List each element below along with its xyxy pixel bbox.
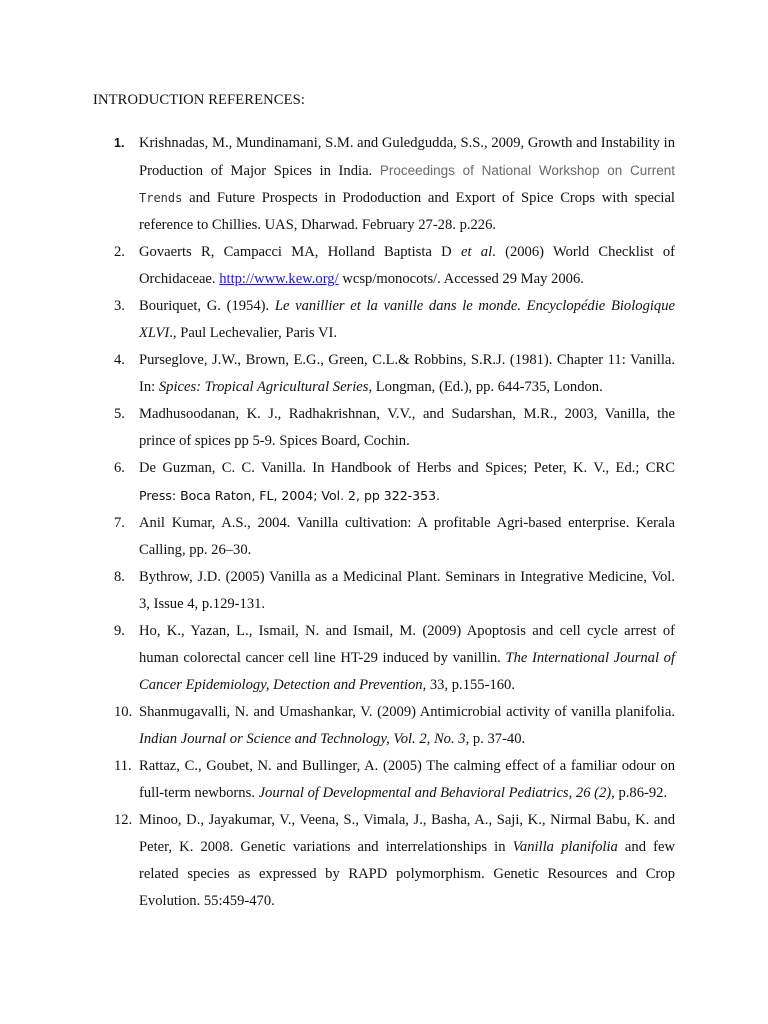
page-title: INTRODUCTION REFERENCES: bbox=[93, 92, 305, 108]
proceedings-title: Proceedings of National Workshop on Current bbox=[379, 163, 675, 178]
reference-publisher: Press: Boca Raton, FL, 2004; Vol. 2, pp 322-353. bbox=[139, 488, 440, 503]
reference-item-3 bbox=[114, 293, 675, 347]
reference-number: 5. bbox=[114, 406, 125, 422]
reference-text: Rattaz, C., Goubet, N. and Bullinger, A. (2005) The calming effect of a familiar odour on full-term newborns. bbox=[139, 758, 675, 801]
reference-number: 10. bbox=[114, 704, 133, 720]
reference-number: 8. bbox=[114, 569, 125, 585]
reference-item-10 bbox=[114, 699, 675, 753]
reference-number: 3. bbox=[114, 298, 125, 314]
reference-italic: Le vanillier et la vanille dans le monde. Encyclopédie Biologique XLVI bbox=[139, 298, 675, 341]
reference-italic: Journal of Developmental and Behavioral Pediatrics, 26 (2) bbox=[258, 785, 612, 801]
reference-number: 9. bbox=[114, 623, 125, 639]
reference-text: . (2006) World Checklist of Orchidaceae. bbox=[139, 244, 675, 287]
reference-item-6 bbox=[114, 455, 675, 510]
reference-number: 11. bbox=[114, 758, 132, 774]
reference-italic: et al bbox=[460, 244, 493, 260]
reference-text: Anil Kumar, A.S., 2004. Vanilla cultivation: A profitable Agri-based enterprise. Kerala Calling, pp. 26–30. bbox=[139, 515, 675, 558]
reference-list bbox=[114, 130, 675, 915]
reference-number: 6. bbox=[114, 460, 125, 476]
reference-text: Purseglove, J.W., Brown, E.G., Green, C.L.& Robbins, S.R.J. (1981). Chapter 11: Vanilla. In: bbox=[139, 352, 675, 395]
reference-text: Ho, K., Yazan, L., Ismail, N. and Ismail, M. (2009) Apoptosis and cell cycle arrest of human colorectal cancer cell line HT-29 induced by vanillin. bbox=[139, 623, 675, 666]
reference-number: 1. bbox=[114, 136, 125, 150]
reference-item-2 bbox=[114, 239, 675, 293]
reference-text: and few related species as expressed by RAPD polymorphism. Genetic Resources and Crop Evolution. 55:459-470. bbox=[139, 839, 675, 909]
reference-text: Bythrow, J.D. (2005) Vanilla as a Medicinal Plant. Seminars in Integrative Medicine, Vol. 3, Issue 4, p.129-131. bbox=[139, 569, 675, 612]
reference-number: 4. bbox=[114, 352, 125, 368]
reference-text: wcsp/monocots/. Accessed 29 May 2006. bbox=[338, 271, 584, 287]
reference-item-1 bbox=[114, 130, 675, 239]
proceedings-title-word: Trends bbox=[139, 191, 183, 205]
reference-italic: Vanilla planifolia bbox=[512, 839, 618, 855]
reference-italic: The International Journal of Cancer Epidemiology, Detection and Prevention bbox=[139, 650, 675, 693]
reference-text: , p. 37-40. bbox=[465, 731, 526, 747]
reference-italic: Indian Journal or Science and Technology, Vol. 2, No. 3 bbox=[139, 731, 466, 747]
reference-item-9 bbox=[114, 618, 675, 699]
reference-text: ., Paul Lechevalier, Paris VI. bbox=[169, 325, 338, 341]
reference-number: 12. bbox=[114, 812, 133, 828]
reference-text: , p.86-92. bbox=[611, 785, 668, 801]
reference-text: Minoo, D., Jayakumar, V., Veena, S., Vimala, J., Basha, A., Saji, K., Nirmal Babu, K. and Peter, K. 2008. Genetic variations and interrelationships in bbox=[139, 812, 675, 855]
reference-item-12 bbox=[114, 807, 675, 915]
reference-text: Shanmugavalli, N. and Umashankar, V. (2009) Antimicrobial activity of vanilla planifolia. bbox=[139, 704, 675, 720]
reference-text: Bouriquet, G. (1954). bbox=[139, 298, 275, 314]
reference-item-8 bbox=[114, 564, 675, 618]
reference-number: 7. bbox=[114, 515, 125, 531]
reference-text: De Guzman, C. C. Vanilla. In Handbook of Herbs and Spices; Peter, K. V., Ed.; CRC bbox=[139, 460, 675, 476]
reference-italic: Spices: Tropical Agricultural Series bbox=[158, 379, 369, 395]
reference-item-4 bbox=[114, 347, 675, 401]
reference-text: Krishnadas, M., Mundinamani, S.M. and Guledgudda, S.S., 2009, Growth and Instability in Production of Major Spices in India. bbox=[139, 135, 675, 179]
reference-item-5 bbox=[114, 401, 675, 455]
reference-number: 2. bbox=[114, 244, 125, 260]
reference-item-11 bbox=[114, 753, 675, 807]
kew-link[interactable]: http://www.kew.org/ bbox=[219, 271, 339, 287]
reference-text: Madhusoodanan, K. J., Radhakrishnan, V.V., and Sudarshan, M.R., 2003, Vanilla, the prince of spices pp 5-9. Spices Board, Cochin. bbox=[139, 406, 675, 449]
reference-text: , Longman, (Ed.), pp. 644-735, London. bbox=[368, 379, 603, 395]
reference-text: , 33, p.155-160. bbox=[422, 677, 515, 693]
reference-text: and Future Prospects in Prododuction and Export of Spice Crops with special reference to Chillies. UAS, Dharwad. February 27-28. p.226. bbox=[139, 190, 675, 233]
reference-item-7 bbox=[114, 510, 675, 564]
reference-text: Govaerts R, Campacci MA, Holland Baptista D bbox=[139, 244, 461, 260]
